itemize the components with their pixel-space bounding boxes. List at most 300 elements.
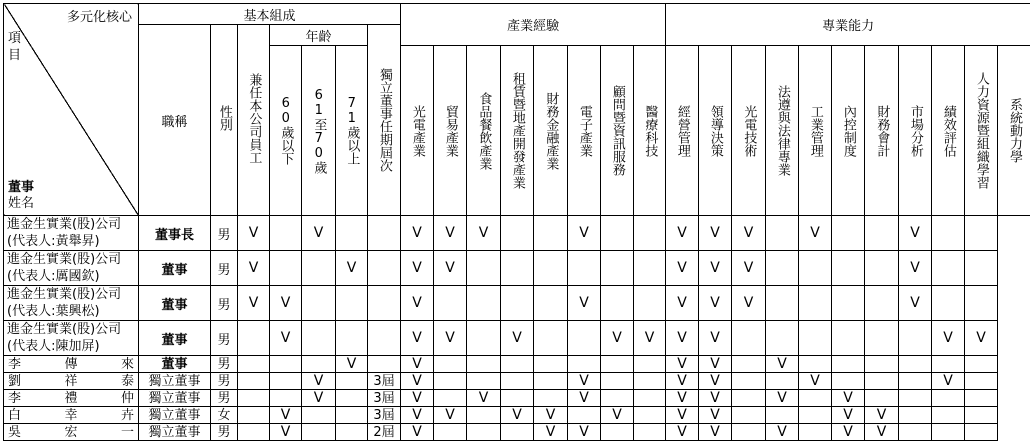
director-representative: (代表人:厲國欽) bbox=[7, 268, 138, 285]
indep-term-header bbox=[368, 25, 401, 216]
director-row bbox=[4, 216, 1030, 251]
check-mark-cell: V bbox=[434, 251, 467, 286]
director-row bbox=[4, 286, 1030, 321]
check-mark-cell: V bbox=[666, 424, 699, 441]
director-name-char: 傳 bbox=[64, 357, 77, 372]
check-mark-cell: V bbox=[732, 251, 766, 286]
check-mark-cell: V bbox=[634, 321, 666, 356]
title-header bbox=[139, 25, 211, 216]
check-mark-cell: V bbox=[467, 390, 501, 407]
check-mark-cell bbox=[601, 373, 634, 390]
director-name-char: 仲 bbox=[121, 391, 134, 406]
check-mark-cell: V bbox=[666, 251, 699, 286]
check-mark-cell: V bbox=[501, 407, 534, 424]
director-name-cell bbox=[4, 373, 139, 390]
check-mark-cell bbox=[467, 424, 501, 441]
director-company: 進金生實業(股)公司 bbox=[7, 216, 138, 233]
check-mark-cell: V bbox=[932, 373, 965, 390]
check-mark-cell bbox=[467, 407, 501, 424]
check-mark-cell: V bbox=[899, 251, 932, 286]
director-name-char: 李 bbox=[8, 391, 21, 406]
check-mark-cell: V bbox=[534, 407, 568, 424]
age-header: 年齡 bbox=[270, 25, 368, 46]
check-mark-cell bbox=[238, 321, 270, 356]
check-mark-cell: V bbox=[434, 407, 467, 424]
check-mark-cell bbox=[932, 216, 965, 251]
check-mark-cell bbox=[270, 356, 302, 373]
check-mark-cell bbox=[270, 373, 302, 390]
check-mark-cell: V bbox=[865, 407, 899, 424]
check-mark-cell: V bbox=[401, 373, 434, 390]
indep-term-cell: 3屆 bbox=[368, 390, 401, 407]
director-row bbox=[4, 424, 1030, 441]
indep-term-cell bbox=[368, 321, 401, 356]
director-name bbox=[8, 357, 134, 372]
check-mark-cell: V bbox=[401, 216, 434, 251]
check-mark-cell: V bbox=[766, 356, 799, 373]
industry-group-header: 產業經驗 bbox=[401, 4, 666, 46]
ind-label: 醫療科技 bbox=[643, 105, 657, 157]
board-diversity-table bbox=[3, 3, 1030, 441]
check-mark-cell bbox=[534, 216, 568, 251]
check-mark-cell bbox=[634, 373, 666, 390]
director-name bbox=[8, 425, 134, 440]
exp-header-internal-control bbox=[832, 46, 865, 216]
check-mark-cell bbox=[899, 321, 932, 356]
check-mark-cell bbox=[865, 286, 899, 321]
check-mark-cell bbox=[534, 356, 568, 373]
check-mark-cell bbox=[932, 356, 965, 373]
check-mark-cell bbox=[865, 356, 899, 373]
check-mark-cell: V bbox=[302, 373, 336, 390]
check-mark-cell bbox=[634, 251, 666, 286]
check-mark-cell bbox=[732, 390, 766, 407]
check-mark-cell: V bbox=[666, 373, 699, 390]
check-mark-cell: V bbox=[401, 321, 434, 356]
check-mark-cell: V bbox=[699, 356, 732, 373]
exp-label: 領導決策 bbox=[708, 105, 722, 157]
check-mark-cell bbox=[766, 216, 799, 251]
director-name bbox=[8, 374, 134, 389]
name-label: 姓名 bbox=[8, 196, 34, 211]
indep-term-cell bbox=[368, 356, 401, 373]
check-mark-cell bbox=[270, 390, 302, 407]
core-label: 多元化核心 bbox=[67, 6, 132, 25]
check-mark-cell bbox=[238, 424, 270, 441]
check-mark-cell bbox=[534, 286, 568, 321]
indep-term-cell: 3屆 bbox=[368, 373, 401, 390]
check-mark-cell bbox=[634, 424, 666, 441]
exp-label: 內控制度 bbox=[841, 105, 855, 157]
check-mark-cell bbox=[899, 390, 932, 407]
check-mark-cell: V bbox=[434, 321, 467, 356]
check-mark-cell: V bbox=[302, 390, 336, 407]
ind-label: 貿易產業 bbox=[443, 105, 457, 157]
indep-term-header-label: 獨立董事任期屆次 bbox=[377, 68, 391, 172]
check-mark-cell bbox=[832, 321, 865, 356]
check-mark-cell bbox=[766, 251, 799, 286]
director-title: 獨立董事 bbox=[139, 390, 211, 407]
director-name-char: 李 bbox=[8, 357, 21, 372]
indep-term-cell: 2屆 bbox=[368, 424, 401, 441]
check-mark-cell bbox=[832, 216, 865, 251]
check-mark-cell bbox=[302, 407, 336, 424]
exp-header-leadership bbox=[699, 46, 732, 216]
check-mark-cell bbox=[766, 321, 799, 356]
employee-header bbox=[238, 25, 270, 216]
check-mark-cell: V bbox=[932, 321, 965, 356]
check-mark-cell bbox=[732, 424, 766, 441]
check-mark-cell bbox=[732, 356, 766, 373]
check-mark-cell: V bbox=[699, 390, 732, 407]
check-mark-cell bbox=[501, 286, 534, 321]
check-mark-cell bbox=[434, 286, 467, 321]
check-mark-cell bbox=[732, 407, 766, 424]
check-mark-cell bbox=[568, 407, 601, 424]
check-mark-cell: V bbox=[699, 216, 732, 251]
check-mark-cell: V bbox=[699, 286, 732, 321]
ind-label: 光電產業 bbox=[410, 105, 424, 157]
director-representative: (代表人:陳加屏) bbox=[7, 338, 138, 355]
director-name-char: 禮 bbox=[64, 391, 77, 406]
check-mark-cell: V bbox=[568, 286, 601, 321]
director-title: 董事長 bbox=[139, 216, 211, 251]
director-title: 董事 bbox=[139, 321, 211, 356]
director-company: 進金生實業(股)公司 bbox=[7, 286, 138, 303]
check-mark-cell bbox=[832, 373, 865, 390]
director-gender: 男 bbox=[211, 373, 238, 390]
check-mark-cell: V bbox=[766, 424, 799, 441]
director-gender: 男 bbox=[211, 216, 238, 251]
check-mark-cell bbox=[336, 424, 368, 441]
check-mark-cell bbox=[601, 356, 634, 373]
check-mark-cell bbox=[601, 286, 634, 321]
check-mark-cell: V bbox=[401, 390, 434, 407]
director-name-char: 劉 bbox=[8, 374, 21, 389]
exp-label: 系統動力學 bbox=[1007, 98, 1021, 163]
check-mark-cell bbox=[302, 321, 336, 356]
check-mark-cell: V bbox=[270, 407, 302, 424]
check-mark-cell bbox=[238, 356, 270, 373]
check-mark-cell bbox=[965, 216, 998, 251]
check-mark-cell bbox=[932, 251, 965, 286]
expertise-group-header: 專業能力 bbox=[666, 4, 1030, 46]
exp-header-optotech bbox=[732, 46, 766, 216]
ind-label: 食品餐飲產業 bbox=[477, 92, 491, 170]
check-mark-cell bbox=[534, 321, 568, 356]
ind-header-finance bbox=[534, 46, 568, 216]
check-mark-cell bbox=[270, 216, 302, 251]
check-mark-cell bbox=[634, 286, 666, 321]
check-mark-cell bbox=[932, 424, 965, 441]
check-mark-cell bbox=[434, 424, 467, 441]
check-mark-cell: V bbox=[699, 424, 732, 441]
check-mark-cell bbox=[601, 216, 634, 251]
indep-term-cell bbox=[368, 216, 401, 251]
check-mark-cell bbox=[799, 356, 832, 373]
exp-label: 經營管理 bbox=[675, 105, 689, 157]
check-mark-cell: V bbox=[501, 321, 534, 356]
ind-label: 財務金融產業 bbox=[544, 92, 558, 170]
check-mark-cell bbox=[766, 373, 799, 390]
age-under60-header bbox=[270, 46, 302, 216]
check-mark-cell bbox=[965, 390, 998, 407]
check-mark-cell: V bbox=[666, 390, 699, 407]
ind-header-trade bbox=[434, 46, 467, 216]
check-mark-cell bbox=[238, 373, 270, 390]
check-mark-cell: V bbox=[666, 216, 699, 251]
check-mark-cell: V bbox=[270, 321, 302, 356]
director-name-cell bbox=[4, 321, 139, 356]
director-company: 進金生實業(股)公司 bbox=[7, 321, 138, 338]
check-mark-cell bbox=[865, 373, 899, 390]
check-mark-cell bbox=[799, 286, 832, 321]
director-name-char: 祥 bbox=[64, 374, 77, 389]
check-mark-cell bbox=[965, 373, 998, 390]
check-mark-cell: V bbox=[568, 424, 601, 441]
director-gender: 男 bbox=[211, 356, 238, 373]
director-representative: (代表人:黃舉昇) bbox=[7, 233, 138, 250]
check-mark-cell: V bbox=[899, 286, 932, 321]
indep-term-cell bbox=[368, 251, 401, 286]
item-char: 項 bbox=[8, 31, 21, 46]
check-mark-cell bbox=[601, 251, 634, 286]
gender-header bbox=[211, 25, 238, 216]
check-mark-cell bbox=[865, 390, 899, 407]
check-mark-cell bbox=[766, 407, 799, 424]
director-title: 董事 bbox=[139, 356, 211, 373]
check-mark-cell bbox=[832, 356, 865, 373]
check-mark-cell: V bbox=[568, 390, 601, 407]
check-mark-cell: V bbox=[238, 251, 270, 286]
check-mark-cell: V bbox=[336, 251, 368, 286]
check-mark-cell bbox=[634, 390, 666, 407]
check-mark-cell bbox=[534, 251, 568, 286]
director-gender: 女 bbox=[211, 407, 238, 424]
director-name-char: 泰 bbox=[121, 374, 134, 389]
director-name-char: 一 bbox=[121, 425, 134, 440]
check-mark-cell bbox=[965, 251, 998, 286]
check-mark-cell bbox=[501, 356, 534, 373]
exp-label: 績效評估 bbox=[941, 105, 955, 157]
check-mark-cell: V bbox=[238, 286, 270, 321]
exp-header-market bbox=[899, 46, 932, 216]
check-mark-cell bbox=[965, 424, 998, 441]
check-mark-cell: V bbox=[799, 216, 832, 251]
check-mark-cell bbox=[634, 216, 666, 251]
check-mark-cell bbox=[799, 390, 832, 407]
ind-label: 顧問暨資訊服務 bbox=[610, 85, 624, 176]
check-mark-cell: V bbox=[568, 216, 601, 251]
check-mark-cell bbox=[302, 424, 336, 441]
check-mark-cell bbox=[467, 251, 501, 286]
check-mark-cell bbox=[766, 286, 799, 321]
director-name bbox=[8, 408, 134, 423]
director-name-cell bbox=[4, 216, 139, 251]
exp-header-hr bbox=[965, 46, 998, 216]
exp-header-accounting bbox=[865, 46, 899, 216]
check-mark-cell bbox=[899, 407, 932, 424]
check-mark-cell: V bbox=[699, 407, 732, 424]
check-mark-cell bbox=[302, 251, 336, 286]
exp-label: 工業管理 bbox=[808, 105, 822, 157]
check-mark-cell bbox=[601, 424, 634, 441]
item-label bbox=[8, 30, 21, 64]
check-mark-cell bbox=[965, 407, 998, 424]
check-mark-cell bbox=[501, 373, 534, 390]
check-mark-cell: V bbox=[965, 321, 998, 356]
check-mark-cell bbox=[865, 251, 899, 286]
check-mark-cell bbox=[732, 321, 766, 356]
check-mark-cell: V bbox=[601, 321, 634, 356]
check-mark-cell: V bbox=[799, 373, 832, 390]
check-mark-cell: V bbox=[699, 251, 732, 286]
director-name-cell bbox=[4, 286, 139, 321]
check-mark-cell bbox=[534, 373, 568, 390]
check-mark-cell: V bbox=[401, 356, 434, 373]
ind-header-medtech bbox=[634, 46, 666, 216]
check-mark-cell bbox=[865, 321, 899, 356]
director-name-char: 幸 bbox=[64, 408, 77, 423]
check-mark-cell bbox=[336, 321, 368, 356]
check-mark-cell bbox=[434, 356, 467, 373]
check-mark-cell bbox=[932, 407, 965, 424]
check-mark-cell bbox=[501, 390, 534, 407]
check-mark-cell bbox=[932, 286, 965, 321]
check-mark-cell bbox=[302, 356, 336, 373]
ind-header-optoelectronics bbox=[401, 46, 434, 216]
check-mark-cell: V bbox=[568, 373, 601, 390]
check-mark-cell bbox=[832, 251, 865, 286]
check-mark-cell: V bbox=[401, 424, 434, 441]
check-mark-cell bbox=[238, 407, 270, 424]
check-mark-cell bbox=[899, 424, 932, 441]
check-mark-cell bbox=[336, 407, 368, 424]
check-mark-cell bbox=[799, 424, 832, 441]
exp-label: 法遵與法律專業 bbox=[775, 85, 789, 176]
check-mark-cell bbox=[732, 373, 766, 390]
director-company: 進金生實業(股)公司 bbox=[7, 251, 138, 268]
check-mark-cell bbox=[865, 216, 899, 251]
check-mark-cell bbox=[568, 251, 601, 286]
exp-header-management bbox=[666, 46, 699, 216]
check-mark-cell: V bbox=[238, 216, 270, 251]
director-row bbox=[4, 373, 1030, 390]
director-name-cell bbox=[4, 424, 139, 441]
check-mark-cell: V bbox=[401, 251, 434, 286]
director-row bbox=[4, 251, 1030, 286]
check-mark-cell bbox=[832, 286, 865, 321]
check-mark-cell bbox=[336, 216, 368, 251]
exp-header-legal bbox=[766, 46, 799, 216]
exp-header-industrial-mgmt bbox=[799, 46, 832, 216]
ind-header-electronics bbox=[568, 46, 601, 216]
director-name-char: 白 bbox=[8, 408, 21, 423]
director-title: 獨立董事 bbox=[139, 407, 211, 424]
exp-header-performance bbox=[932, 46, 965, 216]
age-over71-header bbox=[336, 46, 368, 216]
ind-label: 租賃暨地產開發產業 bbox=[510, 72, 524, 189]
director-name-label bbox=[8, 180, 34, 212]
director-label: 董事 bbox=[8, 180, 34, 195]
check-mark-cell: V bbox=[666, 321, 699, 356]
director-row bbox=[4, 407, 1030, 424]
ind-header-leasing bbox=[501, 46, 534, 216]
age-61-70-header bbox=[302, 46, 336, 216]
check-mark-cell bbox=[336, 286, 368, 321]
director-name-cell bbox=[4, 356, 139, 373]
check-mark-cell: V bbox=[601, 407, 634, 424]
director-row bbox=[4, 390, 1030, 407]
check-mark-cell: V bbox=[832, 424, 865, 441]
director-name-char: 卉 bbox=[121, 408, 134, 423]
check-mark-cell: V bbox=[766, 390, 799, 407]
gender-header-label: 性別 bbox=[217, 105, 231, 131]
check-mark-cell: V bbox=[699, 321, 732, 356]
director-gender: 男 bbox=[211, 251, 238, 286]
check-mark-cell: V bbox=[832, 390, 865, 407]
director-rows bbox=[4, 216, 1030, 441]
check-mark-cell bbox=[238, 390, 270, 407]
check-mark-cell bbox=[965, 356, 998, 373]
check-mark-cell bbox=[568, 321, 601, 356]
check-mark-cell bbox=[434, 390, 467, 407]
check-mark-cell bbox=[799, 321, 832, 356]
check-mark-cell: V bbox=[434, 216, 467, 251]
check-mark-cell bbox=[568, 356, 601, 373]
check-mark-cell bbox=[899, 373, 932, 390]
item-char: 目 bbox=[8, 48, 21, 63]
check-mark-cell: V bbox=[467, 216, 501, 251]
exp-header-system-dynamics bbox=[998, 46, 1030, 216]
check-mark-cell bbox=[434, 373, 467, 390]
check-mark-cell: V bbox=[401, 286, 434, 321]
director-row bbox=[4, 321, 1030, 356]
ind-header-consulting bbox=[601, 46, 634, 216]
indep-term-cell: 3屆 bbox=[368, 407, 401, 424]
check-mark-cell: V bbox=[302, 216, 336, 251]
director-title: 董事 bbox=[139, 286, 211, 321]
check-mark-cell bbox=[336, 390, 368, 407]
check-mark-cell bbox=[799, 251, 832, 286]
check-mark-cell bbox=[302, 286, 336, 321]
check-mark-cell bbox=[534, 390, 568, 407]
director-row bbox=[4, 356, 1030, 373]
ind-label: 電子產業 bbox=[577, 105, 591, 157]
check-mark-cell: V bbox=[270, 286, 302, 321]
check-mark-cell: V bbox=[832, 407, 865, 424]
check-mark-cell bbox=[634, 407, 666, 424]
age-under60-label: 60歲以下 bbox=[279, 96, 293, 165]
age-over71-label: 71歲以上 bbox=[345, 96, 359, 165]
age-61-70-label: 61至70歲 bbox=[312, 88, 326, 174]
check-mark-cell: V bbox=[270, 424, 302, 441]
exp-label: 人力資源暨組織學習 bbox=[974, 72, 988, 189]
check-mark-cell bbox=[799, 407, 832, 424]
director-title: 董事 bbox=[139, 251, 211, 286]
employee-header-label: 兼任本公司員工 bbox=[247, 73, 261, 164]
title-header-label: 職稱 bbox=[161, 115, 187, 130]
check-mark-cell: V bbox=[666, 286, 699, 321]
indep-term-cell bbox=[368, 286, 401, 321]
check-mark-cell bbox=[270, 251, 302, 286]
check-mark-cell bbox=[601, 390, 634, 407]
check-mark-cell: V bbox=[666, 407, 699, 424]
ind-header-food bbox=[467, 46, 501, 216]
director-name-cell bbox=[4, 390, 139, 407]
director-gender: 男 bbox=[211, 390, 238, 407]
director-title: 獨立董事 bbox=[139, 373, 211, 390]
